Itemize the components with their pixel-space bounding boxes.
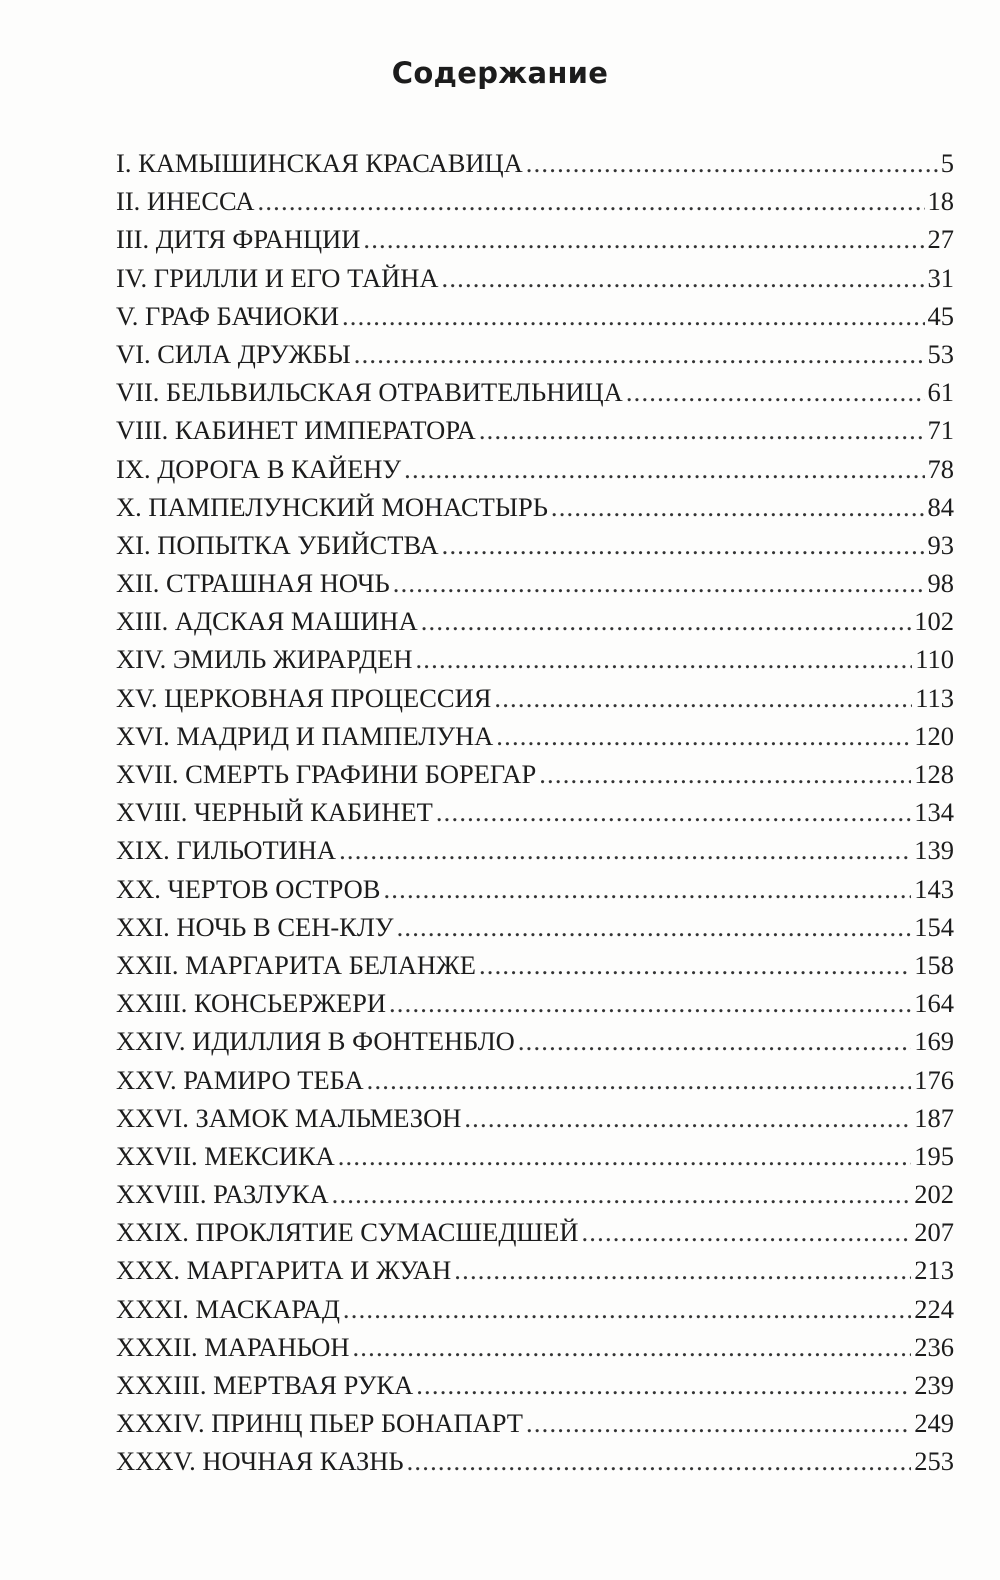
dot-leader bbox=[383, 870, 911, 908]
toc-entry-page: 187 bbox=[914, 1102, 954, 1133]
toc-entry bbox=[116, 717, 954, 755]
dot-leader bbox=[354, 335, 925, 373]
table-of-contents bbox=[116, 144, 954, 1481]
toc-entry-title: XIII. АДСКАЯ МАШИНА bbox=[116, 606, 418, 637]
toc-entry-title: IV. ГРИЛЛИ И ЕГО ТАЙНА bbox=[116, 262, 439, 293]
toc-entry-title: XXXIII. МЕРТВАЯ РУКА bbox=[116, 1370, 414, 1400]
toc-entry bbox=[116, 335, 954, 373]
toc-entry bbox=[116, 1175, 954, 1213]
toc-entry-title: XXII. МАРГАРИТА БЕЛАНЖЕ bbox=[116, 949, 476, 980]
toc-entry-title: XXIV. ИДИЛЛИЯ В ФОНТЕНБЛО bbox=[116, 1026, 515, 1057]
toc-entry-page: 120 bbox=[914, 720, 954, 751]
toc-entry-page: 169 bbox=[914, 1026, 954, 1057]
toc-entry bbox=[116, 755, 954, 793]
toc-entry-page: 249 bbox=[914, 1408, 954, 1439]
toc-entry-title: XVIII. ЧЕРНЫЙ КАБИНЕТ bbox=[116, 797, 433, 828]
toc-entry-title: XII. СТРАШНАЯ НОЧЬ bbox=[116, 568, 390, 599]
toc-entry-page: 98 bbox=[927, 568, 954, 599]
toc-entry-title: XIX. ГИЛЬОТИНА bbox=[116, 835, 337, 866]
dot-leader bbox=[415, 640, 912, 678]
dot-leader bbox=[494, 679, 912, 717]
toc-entry bbox=[116, 220, 954, 258]
toc-entry-page: 61 bbox=[927, 377, 954, 408]
dot-leader bbox=[539, 755, 911, 793]
dot-leader bbox=[496, 717, 911, 755]
dot-leader bbox=[551, 488, 925, 526]
toc-entry-title: VI. СИЛА ДРУЖБЫ bbox=[116, 338, 351, 369]
toc-entry-title: XI. ПОПЫТКА УБИЙСТВА bbox=[116, 529, 439, 560]
dot-leader bbox=[464, 1099, 911, 1137]
dot-leader bbox=[338, 1137, 912, 1175]
toc-entry-page: 45 bbox=[927, 300, 954, 331]
toc-entry-page: 202 bbox=[914, 1179, 954, 1210]
toc-entry-title: XVI. МАДРИД И ПАМПЕЛУНА bbox=[116, 720, 494, 751]
toc-entry bbox=[116, 602, 954, 640]
toc-entry-page: 84 bbox=[927, 491, 954, 522]
dot-leader bbox=[367, 1061, 912, 1099]
page-title: Содержание bbox=[391, 56, 609, 90]
toc-entry-page: 207 bbox=[914, 1217, 954, 1248]
toc-entry bbox=[116, 1328, 954, 1366]
dot-leader bbox=[442, 526, 925, 564]
toc-entry-title: III. ДИТЯ ФРАНЦИИ bbox=[116, 224, 361, 255]
dot-leader bbox=[343, 1290, 911, 1328]
toc-entry-title: VII. БЕЛЬВИЛЬСКАЯ ОТРАВИТЕЛЬНИЦА bbox=[116, 377, 623, 408]
toc-entry bbox=[116, 793, 954, 831]
toc-entry-page: 224 bbox=[914, 1293, 954, 1324]
toc-entry-page: 102 bbox=[914, 606, 954, 637]
toc-entry bbox=[116, 1404, 954, 1442]
toc-entry-page: 5 bbox=[940, 148, 954, 178]
dot-leader bbox=[258, 182, 925, 220]
toc-entry-page: 213 bbox=[914, 1255, 954, 1286]
toc-entry-page: 154 bbox=[914, 911, 954, 942]
toc-entry-title: XVII. СМЕРТЬ ГРАФИНИ БОРЕГАР bbox=[116, 759, 537, 789]
toc-entry bbox=[116, 831, 954, 869]
toc-entry-page: 27 bbox=[927, 224, 954, 255]
toc-entry-title: XXXII. МАРАНЬОН bbox=[116, 1331, 350, 1362]
toc-entry-title: V. ГРАФ БАЧИОКИ bbox=[116, 300, 339, 331]
toc-entry-title: II. ИНЕССА bbox=[116, 186, 255, 217]
dot-leader bbox=[479, 946, 911, 984]
dot-leader bbox=[454, 1251, 911, 1289]
toc-entry-title: IX. ДОРОГА В КАЙЕНУ bbox=[116, 453, 402, 484]
dot-leader bbox=[626, 373, 925, 411]
toc-entry-page: 239 bbox=[914, 1370, 954, 1400]
dot-leader bbox=[363, 220, 924, 258]
toc-entry bbox=[116, 259, 954, 297]
dot-leader bbox=[518, 1022, 911, 1060]
dot-leader bbox=[393, 564, 925, 602]
toc-entry-page: 53 bbox=[927, 338, 954, 369]
toc-entry-title: XIV. ЭМИЛЬ ЖИРАРДЕН bbox=[116, 644, 413, 675]
toc-entry bbox=[116, 488, 954, 526]
toc-entry bbox=[116, 144, 954, 182]
toc-entry bbox=[116, 946, 954, 984]
dot-leader bbox=[389, 984, 911, 1022]
toc-entry-title: XXXI. МАСКАРАД bbox=[116, 1293, 340, 1324]
toc-entry bbox=[116, 1061, 954, 1099]
toc-entry-page: 93 bbox=[927, 529, 954, 560]
toc-entry bbox=[116, 679, 954, 717]
toc-entry-page: 176 bbox=[914, 1064, 954, 1095]
toc-entry bbox=[116, 1442, 954, 1480]
toc-entry-page: 78 bbox=[927, 453, 954, 484]
toc-entry-title: XXI. НОЧЬ В СЕН-КЛУ bbox=[116, 911, 394, 942]
dot-leader bbox=[332, 1175, 912, 1213]
dot-leader bbox=[342, 297, 925, 335]
toc-entry-page: 71 bbox=[927, 415, 954, 446]
toc-entry bbox=[116, 1022, 954, 1060]
toc-entry-title: XXIII. КОНСЬЕРЖЕРИ bbox=[116, 988, 386, 1019]
dot-leader bbox=[436, 793, 911, 831]
toc-entry-page: 113 bbox=[915, 682, 954, 713]
toc-entry bbox=[116, 182, 954, 220]
toc-entry-page: 139 bbox=[914, 835, 954, 866]
toc-entry-page: 31 bbox=[927, 262, 954, 293]
toc-entry-title: XX. ЧЕРТОВ ОСТРОВ bbox=[116, 873, 381, 904]
toc-entry bbox=[116, 1290, 954, 1328]
toc-entry-title: XXVI. ЗАМОК МАЛЬМЕЗОН bbox=[116, 1102, 462, 1133]
dot-leader bbox=[526, 144, 938, 182]
dot-leader bbox=[581, 1213, 911, 1251]
toc-entry-page: 164 bbox=[914, 988, 954, 1019]
dot-leader bbox=[479, 411, 925, 449]
toc-entry bbox=[116, 373, 954, 411]
toc-entry-title: XXX. МАРГАРИТА И ЖУАН bbox=[116, 1255, 452, 1286]
toc-entry-title: XXV. РАМИРО ТЕБА bbox=[116, 1064, 364, 1095]
toc-entry bbox=[116, 1213, 954, 1251]
toc-entry-title: XXXV. НОЧНАЯ КАЗНЬ bbox=[116, 1446, 404, 1477]
toc-entry bbox=[116, 411, 954, 449]
dot-leader bbox=[339, 831, 911, 869]
dot-leader bbox=[404, 450, 924, 488]
dot-leader bbox=[416, 1366, 911, 1404]
toc-entry bbox=[116, 526, 954, 564]
toc-entry-page: 134 bbox=[914, 797, 954, 828]
toc-entry-page: 110 bbox=[915, 644, 954, 675]
toc-entry-title: XXVIII. РАЗЛУКА bbox=[116, 1179, 329, 1210]
toc-entry-title: XXVII. МЕКСИКА bbox=[116, 1140, 335, 1171]
toc-entry-title: I. КАМЫШИНСКАЯ КРАСАВИЦА bbox=[116, 148, 523, 178]
toc-entry bbox=[116, 640, 954, 678]
dot-leader bbox=[421, 602, 912, 640]
toc-entry bbox=[116, 1099, 954, 1137]
dot-leader bbox=[526, 1404, 911, 1442]
toc-entry-page: 143 bbox=[914, 873, 954, 904]
toc-entry bbox=[116, 870, 954, 908]
dot-leader bbox=[352, 1328, 911, 1366]
toc-entry-title: XXIX. ПРОКЛЯТИЕ СУМАСШЕДШЕЙ bbox=[116, 1217, 579, 1248]
toc-entry-page: 158 bbox=[914, 949, 954, 980]
toc-entry bbox=[116, 564, 954, 602]
toc-entry bbox=[116, 908, 954, 946]
toc-entry-title: X. ПАМПЕЛУНСКИЙ МОНАСТЫРЬ bbox=[116, 491, 548, 522]
toc-entry-page: 236 bbox=[914, 1331, 954, 1362]
toc-entry-page: 195 bbox=[914, 1140, 954, 1171]
toc-entry-page: 253 bbox=[914, 1446, 954, 1477]
toc-entry bbox=[116, 984, 954, 1022]
toc-entry bbox=[116, 1137, 954, 1175]
toc-entry-page: 18 bbox=[927, 186, 954, 217]
toc-entry-title: VIII. КАБИНЕТ ИМПЕРАТОРА bbox=[116, 415, 476, 446]
dot-leader bbox=[397, 908, 912, 946]
dot-leader bbox=[407, 1442, 912, 1480]
toc-entry bbox=[116, 450, 954, 488]
toc-entry bbox=[116, 297, 954, 335]
toc-entry-title: XXXIV. ПРИНЦ ПЬЕР БОНАПАРТ bbox=[116, 1408, 523, 1439]
toc-entry bbox=[116, 1251, 954, 1289]
toc-entry bbox=[116, 1366, 954, 1404]
toc-entry-page: 128 bbox=[914, 759, 954, 789]
toc-entry-title: XV. ЦЕРКОВНАЯ ПРОЦЕССИЯ bbox=[116, 682, 492, 713]
dot-leader bbox=[442, 259, 925, 297]
